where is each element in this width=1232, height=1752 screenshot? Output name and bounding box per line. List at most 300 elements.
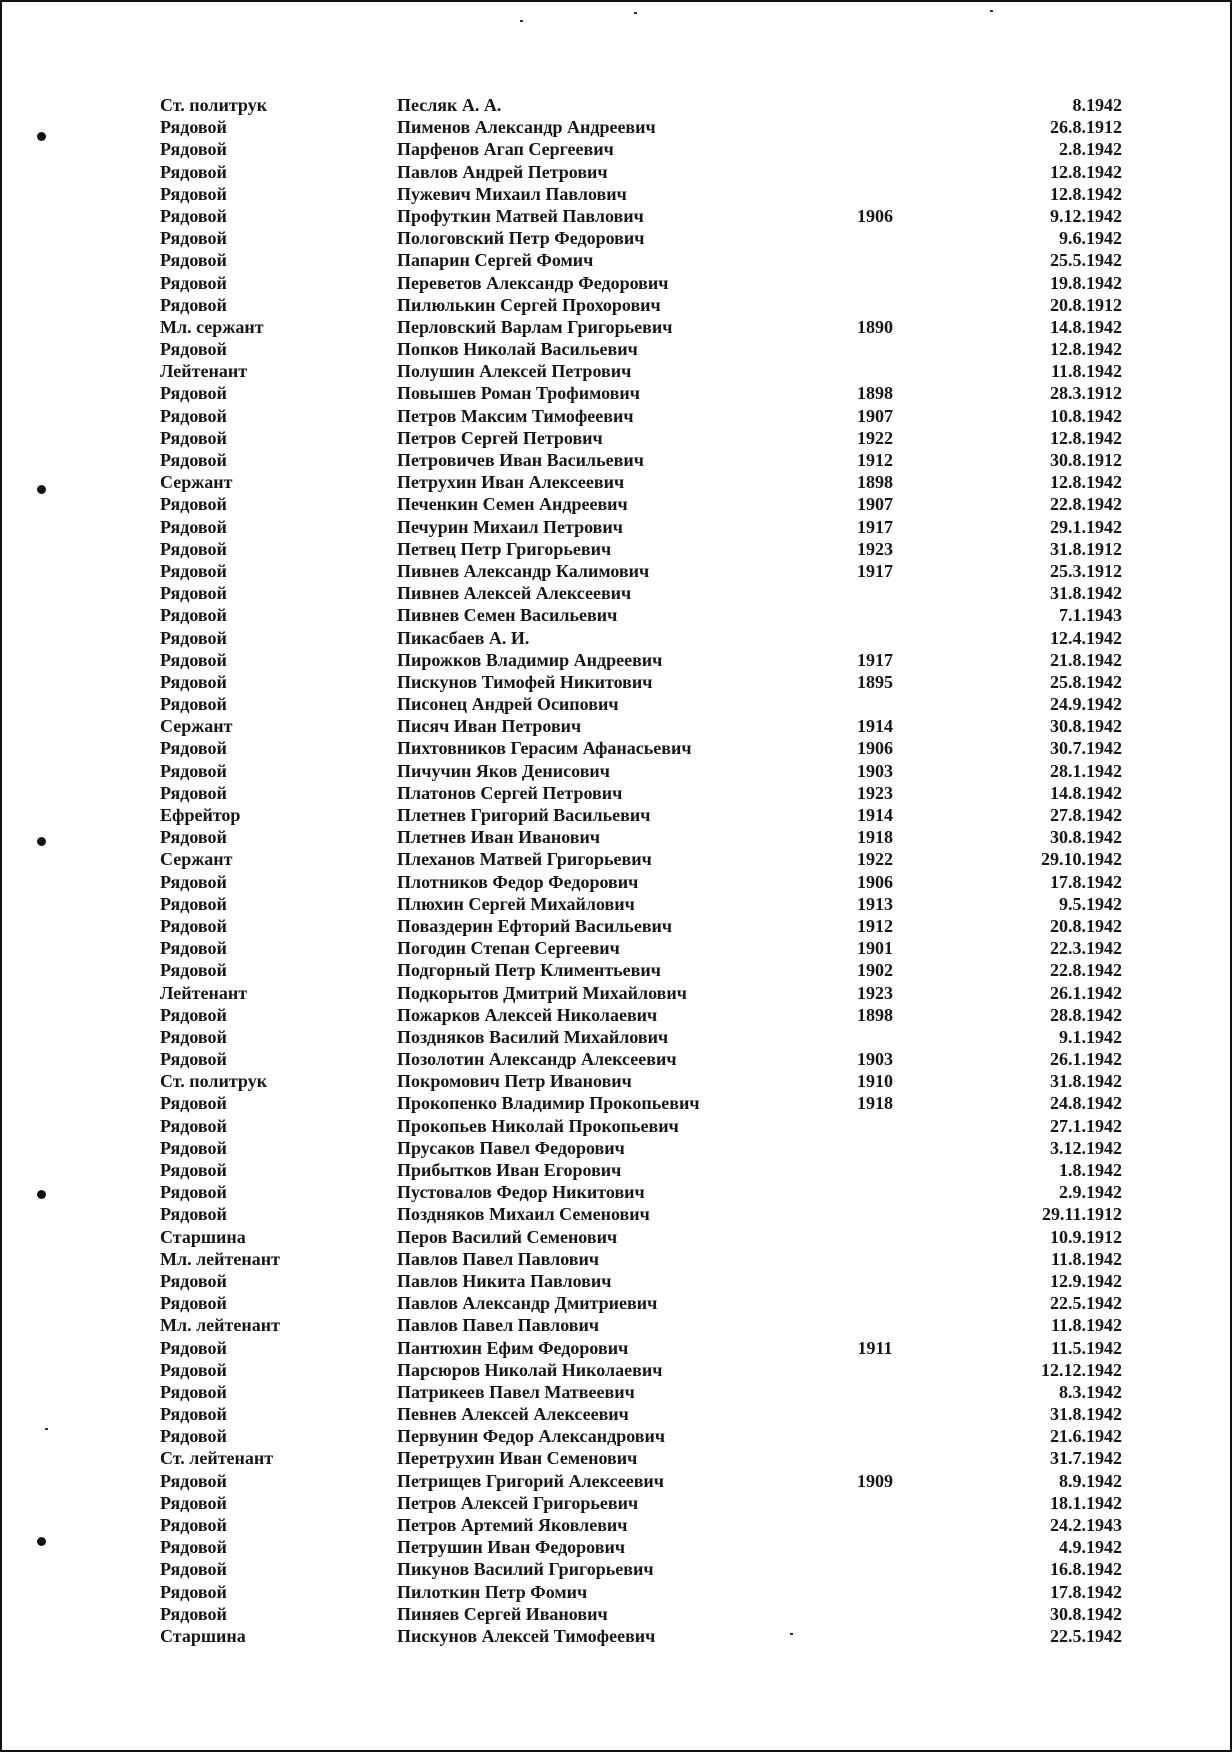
name-cell: Песляк А. А. [397, 95, 502, 115]
name-cell: Петров Артемий Яковлевич [397, 1515, 628, 1535]
list-row [0, 1248, 1232, 1270]
name-cell: Павлов Никита Павлович [397, 1270, 612, 1291]
date-cell: 22.8.1942 [1050, 960, 1122, 981]
name-cell: Пичучин Яков Денисович [397, 760, 610, 781]
rank-cell: Рядовой [160, 1581, 227, 1602]
list-row [0, 161, 1232, 183]
name-cell: Пискунов Алексей Тимофеевич [397, 1625, 656, 1646]
name-cell: Позолотин Александр Алексеевич [397, 1049, 677, 1070]
date-cell: 22.5.1942 [1050, 1293, 1122, 1314]
rank-cell: Рядовой [160, 538, 227, 559]
name-cell: Перетрухин Иван Семенович [397, 1448, 638, 1469]
name-cell: Певнев Алексей Алексеевич [397, 1404, 629, 1425]
rank-cell: Рядовой [160, 294, 227, 315]
birth-year-cell: 1903 [857, 760, 893, 781]
birth-year-cell: 1911 [857, 1337, 893, 1358]
date-cell: 27.1.1942 [1050, 1115, 1122, 1136]
name-cell: Плеханов Матвей Григорьевич [397, 849, 652, 870]
rank-cell: Рядовой [160, 139, 227, 160]
list-row [0, 1137, 1232, 1159]
list-row [0, 1048, 1232, 1070]
rank-cell: Рядовой [160, 1049, 227, 1070]
rank-cell: Рядовой [160, 1603, 227, 1624]
name-cell: Писяч Иван Петрович [397, 716, 582, 737]
list-row [0, 959, 1232, 981]
name-cell: Патрикеев Павел Матвеевич [397, 1381, 635, 1402]
date-cell: 27.8.1942 [1050, 805, 1122, 825]
rank-cell: Рядовой [160, 560, 227, 581]
date-cell: 29.10.1942 [1041, 849, 1122, 870]
date-cell: 24.8.1942 [1050, 1093, 1122, 1114]
name-cell: Переветов Александр Федорович [397, 272, 669, 293]
list-row [0, 116, 1232, 138]
name-cell: Петрушин Иван Федорович [397, 1537, 625, 1558]
list-row [0, 1625, 1232, 1647]
date-cell: 17.8.1942 [1050, 1581, 1122, 1602]
birth-year-cell: 1902 [857, 960, 893, 981]
list-row [0, 516, 1232, 538]
list-row [0, 1536, 1232, 1558]
list-row [0, 294, 1232, 316]
list-row [0, 1026, 1232, 1048]
rank-cell: Мл. лейтенант [160, 1315, 280, 1336]
rank-cell: Рядовой [160, 1537, 227, 1558]
name-cell: Пустовалов Федор Никитович [397, 1182, 645, 1203]
date-cell: 30.7.1942 [1050, 738, 1122, 759]
date-cell: 12.8.1942 [1050, 161, 1122, 182]
list-row [0, 871, 1232, 893]
date-cell: 2.9.1942 [1059, 1182, 1122, 1203]
name-cell: Пискунов Тимофей Никитович [397, 671, 653, 692]
rank-cell: Ст. политрук [160, 1071, 268, 1092]
list-row [0, 405, 1232, 427]
list-row [0, 1337, 1232, 1359]
list-row [0, 94, 1232, 116]
date-cell: 26.8.1912 [1050, 117, 1122, 138]
name-cell: Пименов Александр Андреевич [397, 117, 656, 138]
date-cell: 12.8.1942 [1050, 427, 1122, 448]
name-cell: Перловский Варлам Григорьевич [397, 316, 673, 337]
name-cell: Прусаков Павел Федорович [397, 1137, 625, 1158]
list-row [0, 737, 1232, 759]
rank-cell: Рядовой [160, 1115, 227, 1136]
list-row [0, 693, 1232, 715]
name-cell: Пологовский Петр Федорович [397, 228, 645, 249]
list-row [0, 1359, 1232, 1381]
date-cell: 8.9.1942 [1059, 1470, 1122, 1491]
date-cell: 28.8.1942 [1050, 1004, 1122, 1025]
scan-speck [634, 12, 637, 14]
rank-cell: Рядовой [160, 960, 227, 981]
name-cell: Плетнев Григорий Васильевич [397, 805, 651, 825]
date-cell: 2.8.1942 [1059, 139, 1122, 160]
date-cell: 30.8.1942 [1050, 1603, 1122, 1624]
name-cell: Петров Максим Тимофеевич [397, 405, 634, 426]
birth-year-cell: 1913 [857, 893, 893, 914]
rank-cell: Рядовой [160, 694, 227, 715]
rank-cell: Ефрейтор [160, 805, 241, 825]
rank-cell: Рядовой [160, 383, 227, 404]
date-cell: 12.8.1942 [1050, 339, 1122, 360]
name-cell: Пивнев Алексей Алексеевич [397, 583, 632, 604]
date-cell: 29.11.1912 [1041, 1204, 1122, 1225]
date-cell: 1.8.1942 [1059, 1160, 1122, 1180]
rank-cell: Рядовой [160, 405, 227, 426]
rank-cell: Рядовой [160, 250, 227, 271]
list-row [0, 382, 1232, 404]
date-cell: 22.8.1942 [1050, 494, 1122, 515]
name-cell: Поваздерин Ефторий Васильевич [397, 915, 673, 936]
name-cell: Плюхин Сергей Михайлович [397, 893, 635, 914]
date-cell: 11.8.1942 [1050, 1248, 1122, 1269]
list-row [0, 1492, 1232, 1514]
rank-cell: Рядовой [160, 827, 227, 848]
list-row [0, 1203, 1232, 1225]
name-cell: Печурин Михаил Петрович [397, 516, 623, 537]
rank-cell: Рядовой [160, 1426, 227, 1447]
name-cell: Петровичев Иван Васильевич [397, 450, 644, 470]
date-cell: 12.12.1942 [1041, 1359, 1122, 1380]
list-row [0, 560, 1232, 582]
list-row [0, 338, 1232, 360]
rank-cell: Рядовой [160, 1093, 227, 1114]
date-cell: 12.9.1942 [1050, 1270, 1122, 1291]
list-row [0, 449, 1232, 471]
name-cell: Писонец Андрей Осипович [397, 694, 619, 715]
rank-cell: Рядовой [160, 1182, 227, 1203]
birth-year-cell: 1906 [857, 205, 893, 226]
list-row [0, 915, 1232, 937]
list-row [0, 848, 1232, 870]
name-cell: Пирожков Владимир Андреевич [397, 649, 663, 670]
date-cell: 12.8.1942 [1050, 472, 1122, 493]
name-cell: Папарин Сергей Фомич [397, 250, 594, 271]
birth-year-cell: 1918 [857, 827, 893, 848]
rank-cell: Рядовой [160, 871, 227, 892]
date-cell: 10.8.1942 [1050, 405, 1122, 426]
name-cell: Петвец Петр Григорьевич [397, 538, 612, 559]
rank-cell: Рядовой [160, 272, 227, 293]
date-cell: 30.8.1942 [1050, 827, 1122, 848]
list-row [0, 1226, 1232, 1248]
rank-cell: Рядовой [160, 915, 227, 936]
rank-cell: Рядовой [160, 450, 227, 470]
birth-year-cell: 1923 [857, 538, 893, 559]
list-row [0, 1314, 1232, 1336]
birth-year-cell: 1907 [857, 405, 893, 426]
date-cell: 17.8.1942 [1050, 871, 1122, 892]
date-cell: 20.8.1912 [1050, 294, 1122, 315]
rank-cell: Рядовой [160, 1160, 227, 1180]
name-cell: Первунин Федор Александрович [397, 1426, 666, 1447]
name-cell: Пиняев Сергей Иванович [397, 1603, 608, 1624]
list-row [0, 471, 1232, 493]
list-row [0, 1381, 1232, 1403]
list-row [0, 937, 1232, 959]
name-cell: Поздняков Михаил Семенович [397, 1204, 650, 1225]
name-cell: Прокопенко Владимир Прокопьевич [397, 1093, 700, 1114]
rank-cell: Сержант [160, 849, 233, 870]
rank-cell: Мл. лейтенант [160, 1248, 280, 1269]
date-cell: 31.8.1912 [1050, 538, 1122, 559]
date-cell: 19.8.1942 [1050, 272, 1122, 293]
date-cell: 26.1.1942 [1050, 1049, 1122, 1070]
name-cell: Прибытков Иван Егорович [397, 1160, 622, 1180]
list-row [0, 1425, 1232, 1447]
rank-cell: Рядовой [160, 1337, 227, 1358]
birth-year-cell: 1922 [857, 849, 893, 870]
name-cell: Павлов Александр Дмитриевич [397, 1293, 658, 1314]
rank-cell: Рядовой [160, 1270, 227, 1291]
date-cell: 26.1.1942 [1050, 982, 1122, 1003]
scan-speck [520, 20, 523, 22]
name-cell: Пикунов Василий Григорьевич [397, 1559, 654, 1580]
name-cell: Петрищев Григорий Алексеевич [397, 1470, 664, 1491]
list-row [0, 1603, 1232, 1625]
rank-cell: Рядовой [160, 1004, 227, 1025]
rank-cell: Сержант [160, 472, 233, 493]
name-cell: Пожарков Алексей Николаевич [397, 1004, 658, 1025]
rank-cell: Рядовой [160, 339, 227, 360]
date-cell: 31.7.1942 [1050, 1448, 1122, 1469]
name-cell: Печенкин Семен Андреевич [397, 494, 628, 515]
list-row [0, 1270, 1232, 1292]
birth-year-cell: 1917 [857, 560, 893, 581]
birth-year-cell: 1923 [857, 782, 893, 803]
name-cell: Поздняков Василий Михайлович [397, 1026, 669, 1047]
date-cell: 20.8.1942 [1050, 915, 1122, 936]
list-row [0, 360, 1232, 382]
name-cell: Перов Василий Семенович [397, 1226, 618, 1247]
date-cell: 30.8.1942 [1050, 716, 1122, 737]
list-row [0, 760, 1232, 782]
date-cell: 21.8.1942 [1050, 649, 1122, 670]
name-cell: Попков Николай Васильевич [397, 339, 638, 360]
date-cell: 3.12.1942 [1050, 1137, 1122, 1158]
birth-year-cell: 1898 [857, 472, 893, 493]
name-cell: Подгорный Петр Климентьевич [397, 960, 661, 981]
date-cell: 31.8.1942 [1050, 1071, 1122, 1092]
birth-year-cell: 1898 [857, 1004, 893, 1025]
rank-cell: Мл. сержант [160, 316, 264, 337]
name-cell: Павлов Павел Павлович [397, 1248, 600, 1269]
date-cell: 28.3.1912 [1050, 383, 1122, 404]
list-row [0, 227, 1232, 249]
rank-cell: Рядовой [160, 1559, 227, 1580]
list-row [0, 1292, 1232, 1314]
name-cell: Полушин Алексей Петрович [397, 361, 632, 382]
name-cell: Пантюхин Ефим Федорович [397, 1337, 629, 1358]
name-cell: Пивнев Семен Васильевич [397, 605, 618, 626]
rank-cell: Рядовой [160, 649, 227, 670]
date-cell: 9.6.1942 [1059, 228, 1122, 249]
list-row [0, 1115, 1232, 1137]
birth-year-cell: 1906 [857, 871, 893, 892]
date-cell: 31.8.1942 [1050, 1404, 1122, 1425]
list-row [0, 804, 1232, 826]
date-cell: 7.1.1943 [1059, 605, 1122, 626]
rank-cell: Рядовой [160, 583, 227, 604]
name-cell: Профуткин Матвей Павлович [397, 205, 644, 226]
rank-cell: Рядовой [160, 782, 227, 803]
rank-cell: Рядовой [160, 183, 227, 204]
name-cell: Пилюлькин Сергей Прохорович [397, 294, 661, 315]
name-cell: Повышев Роман Трофимович [397, 383, 640, 404]
list-row [0, 316, 1232, 338]
list-row [0, 272, 1232, 294]
name-cell: Парфенов Агап Сергеевич [397, 139, 614, 160]
rank-cell: Рядовой [160, 1026, 227, 1047]
name-cell: Покромович Петр Иванович [397, 1071, 632, 1092]
rank-cell: Старшина [160, 1625, 246, 1646]
date-cell: 18.1.1942 [1050, 1492, 1122, 1513]
birth-year-cell: 1901 [857, 938, 893, 959]
date-cell: 16.8.1942 [1050, 1559, 1122, 1580]
birth-year-cell: 1907 [857, 494, 893, 515]
date-cell: 22.5.1942 [1050, 1625, 1122, 1646]
list-row [0, 183, 1232, 205]
rank-cell: Рядовой [160, 1137, 227, 1158]
list-row [0, 138, 1232, 160]
name-cell: Павлов Андрей Петрович [397, 161, 608, 182]
rank-cell: Ст. лейтенант [160, 1448, 274, 1469]
rank-cell: Рядовой [160, 117, 227, 138]
list-row [0, 582, 1232, 604]
date-cell: 11.5.1942 [1050, 1337, 1122, 1358]
date-cell: 25.8.1942 [1050, 671, 1122, 692]
name-cell: Плетнев Иван Иванович [397, 827, 600, 848]
list-row [0, 826, 1232, 848]
rank-cell: Рядовой [160, 205, 227, 226]
rank-cell: Рядовой [160, 1381, 227, 1402]
name-cell: Погодин Степан Сергеевич [397, 938, 620, 959]
birth-year-cell: 1922 [857, 427, 893, 448]
list-row [0, 604, 1232, 626]
rank-cell: Рядовой [160, 1470, 227, 1491]
rank-cell: Рядовой [160, 1404, 227, 1425]
date-cell: 31.8.1942 [1050, 583, 1122, 604]
list-row [0, 627, 1232, 649]
date-cell: 21.6.1942 [1050, 1426, 1122, 1447]
birth-year-cell: 1910 [857, 1071, 893, 1092]
list-row [0, 893, 1232, 915]
list-row [0, 427, 1232, 449]
list-row [0, 1092, 1232, 1114]
date-cell: 14.8.1942 [1050, 316, 1122, 337]
name-cell: Павлов Павел Павлович [397, 1315, 600, 1336]
rank-cell: Рядовой [160, 228, 227, 249]
date-cell: 25.5.1942 [1050, 250, 1122, 271]
date-cell: 12.4.1942 [1050, 627, 1122, 648]
birth-year-cell: 1917 [857, 516, 893, 537]
list-row [0, 1514, 1232, 1536]
birth-year-cell: 1898 [857, 383, 893, 404]
list-row [0, 671, 1232, 693]
rank-cell: Рядовой [160, 605, 227, 626]
date-cell: 8.3.1942 [1059, 1381, 1122, 1402]
name-cell: Пихтовников Герасим Афанасьевич [397, 738, 692, 759]
list-row [0, 493, 1232, 515]
date-cell: 11.8.1942 [1050, 1315, 1122, 1336]
list-row [0, 1070, 1232, 1092]
rank-cell: Лейтенант [160, 982, 248, 1003]
list-row [0, 649, 1232, 671]
date-cell: 14.8.1942 [1050, 782, 1122, 803]
name-cell: Пилоткин Петр Фомич [397, 1581, 588, 1602]
rank-cell: Рядовой [160, 627, 227, 648]
list-row [0, 1470, 1232, 1492]
birth-year-cell: 1914 [857, 805, 893, 825]
rank-cell: Рядовой [160, 1515, 227, 1535]
list-row [0, 1159, 1232, 1181]
name-cell: Подкорытов Дмитрий Михайлович [397, 982, 687, 1003]
list-row [0, 715, 1232, 737]
date-cell: 12.8.1942 [1050, 183, 1122, 204]
date-cell: 10.9.1912 [1050, 1226, 1122, 1247]
rank-cell: Рядовой [160, 738, 227, 759]
rank-cell: Рядовой [160, 760, 227, 781]
casualty-list [0, 94, 1232, 1647]
date-cell: 24.2.1943 [1050, 1515, 1122, 1535]
birth-year-cell: 1890 [857, 316, 893, 337]
name-cell: Плотников Федор Федорович [397, 871, 639, 892]
rank-cell: Рядовой [160, 427, 227, 448]
birth-year-cell: 1923 [857, 982, 893, 1003]
name-cell: Пикасбаев А. И. [397, 627, 530, 648]
date-cell: 9.5.1942 [1059, 893, 1122, 914]
name-cell: Петров Алексей Григорьевич [397, 1492, 639, 1513]
name-cell: Платонов Сергей Петрович [397, 782, 623, 803]
list-row [0, 205, 1232, 227]
date-cell: 28.1.1942 [1050, 760, 1122, 781]
date-cell: 11.8.1942 [1050, 361, 1122, 382]
rank-cell: Рядовой [160, 1204, 227, 1225]
list-row [0, 1447, 1232, 1469]
rank-cell: Рядовой [160, 1359, 227, 1380]
list-row [0, 1403, 1232, 1425]
list-row [0, 249, 1232, 271]
birth-year-cell: 1909 [857, 1470, 893, 1491]
rank-cell: Рядовой [160, 1492, 227, 1513]
name-cell: Петрухин Иван Алексеевич [397, 472, 625, 493]
birth-year-cell: 1914 [857, 716, 893, 737]
list-row [0, 782, 1232, 804]
date-cell: 8.1942 [1072, 95, 1122, 115]
date-cell: 24.9.1942 [1050, 694, 1122, 715]
rank-cell: Рядовой [160, 938, 227, 959]
date-cell: 9.12.1942 [1050, 205, 1122, 226]
rank-cell: Рядовой [160, 161, 227, 182]
name-cell: Прокопьев Николай Прокопьевич [397, 1115, 679, 1136]
birth-year-cell: 1912 [857, 450, 893, 470]
date-cell: 25.3.1912 [1050, 560, 1122, 581]
rank-cell: Рядовой [160, 516, 227, 537]
rank-cell: Ст. политрук [160, 95, 268, 115]
list-row [0, 1581, 1232, 1603]
rank-cell: Лейтенант [160, 361, 248, 382]
rank-cell: Рядовой [160, 893, 227, 914]
date-cell: 30.8.1912 [1050, 450, 1122, 470]
date-cell: 29.1.1942 [1050, 516, 1122, 537]
rank-cell: Сержант [160, 716, 233, 737]
birth-year-cell: 1895 [857, 671, 893, 692]
birth-year-cell: 1903 [857, 1049, 893, 1070]
birth-year-cell: 1912 [857, 915, 893, 936]
rank-cell: Рядовой [160, 494, 227, 515]
date-cell: 9.1.1942 [1059, 1026, 1122, 1047]
date-cell: 4.9.1942 [1059, 1537, 1122, 1558]
scan-speck [990, 10, 993, 12]
